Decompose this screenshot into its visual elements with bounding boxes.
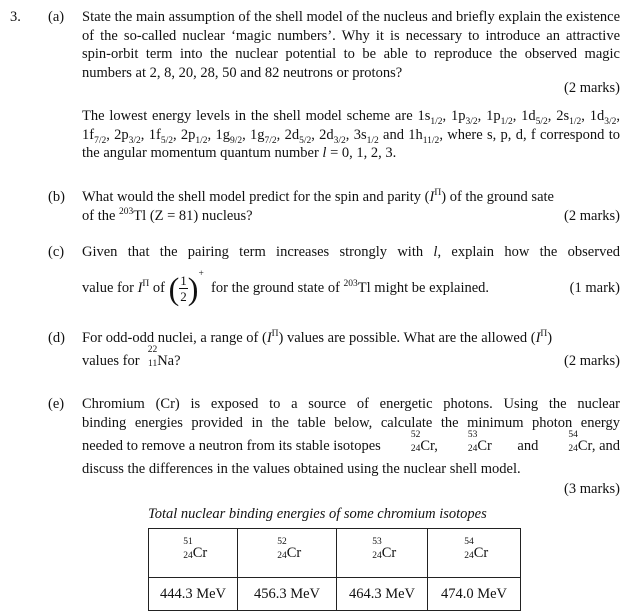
right-paren: ) (187, 270, 199, 307)
part-b-line-2 (82, 207, 253, 226)
left-paren: ( (168, 270, 180, 307)
part-a-label: (a) (48, 9, 65, 25)
ground-state-text: for the ground state of (211, 280, 340, 296)
part-a-paragraph-2 (82, 107, 620, 163)
part-e-label: (e) (48, 396, 65, 412)
na-nuclide (143, 345, 158, 369)
of-text: of (152, 280, 165, 296)
part-e-line-2: binding energies provided in the table below, calculate the minimum photon energy (82, 415, 620, 431)
energy-level: $1p_{1/2}$ (486, 108, 513, 127)
question-number: 3. (10, 9, 21, 25)
part-e-text: needed to remove a neutron from its stable isotopes (82, 438, 381, 454)
energy-level: $1d_{5/2}$ (521, 108, 548, 127)
part-b-marks: (2 marks) (564, 208, 620, 224)
h54-symbol: Cr (473, 544, 489, 561)
part-d-text-mid: ) values are possible. What are the allowed ( (278, 330, 536, 346)
part-c-marks: (1 mark) (569, 280, 620, 296)
fraction-half (179, 273, 188, 304)
energy-level: $1g_{7/2}$ (250, 126, 277, 146)
energy-level: $1g_{9/2}$ (215, 126, 243, 146)
part-e-line-1: Chromium (Cr) is exposed to a source of energetic photons. Using the nuclear (82, 396, 620, 412)
energy-level: $1f_{7/2}$ (82, 126, 107, 146)
might-be-explained: might be explained. (374, 280, 490, 296)
part-d-close-paren: ) (547, 330, 553, 346)
energy-level: $2d_{5/2}$ (284, 126, 312, 146)
part-b-text-end: ) of the ground sate (441, 189, 554, 205)
na-mass-number: 22 (147, 345, 158, 355)
energy-level: $2p_{3/2}$ (114, 126, 141, 146)
h51-z: 24 (183, 550, 193, 561)
parity-symbol-c: Π (142, 279, 150, 290)
levels-quantum-text: p, d, f correspond to the angular momentum quantum number (82, 126, 620, 161)
parity-symbol: Π (434, 188, 442, 199)
isotope-52: 52 24 Cr, (410, 430, 438, 454)
part-c-text: Given that the pairing term increases strongly with (82, 244, 424, 260)
energy-level-last: $1h_{11/2}$ (408, 126, 440, 146)
part-e-marks: (3 marks) (564, 481, 620, 497)
h54-mass: 54 (464, 536, 474, 547)
part-c-text-end: , explain how the observed (437, 244, 620, 260)
l-symbol: l (322, 145, 327, 161)
levels-and: and (383, 126, 404, 143)
spin-symbol-d2: I (535, 330, 541, 346)
iso52-symbol: Cr (420, 438, 435, 454)
h52-mass: 52 (277, 536, 287, 547)
energy-level-list: $1s_{1/2}$, $1p_{3/2}$, $1p_{1/2}$, $1d_{5/2}$, $2s_{1/2}$, $1d_{3/2}$, $1f_{7/2}$, $2p_{3/2}$, $1f_{5/2}$, $2p_{1/2}$, $1g_{9/2}$, $1g_{7/2}$, $2d_{5/2}$, $2d_{3/2}$, $3s_{1/2}$ (82, 108, 621, 146)
values-for-text: values for (82, 353, 140, 369)
energy-level: $2s_{1/2}$ (556, 108, 582, 127)
value-cr53: 464.3 MeV (337, 578, 428, 611)
iso54-mass: 54 (568, 430, 578, 440)
part-b-line-1 (82, 188, 554, 207)
parity-plus: + (198, 269, 204, 280)
tl-symbol: Tl (133, 208, 147, 224)
tl-symbol-c: Tl (357, 280, 371, 296)
h53-mass: 53 (372, 536, 382, 547)
energy-level: $1s_{1/2}$ (417, 108, 443, 127)
part-b-of-the: of the (82, 208, 116, 224)
part-d-text: For odd-odd nuclei, a range of ( (82, 330, 267, 346)
levels-where: , where s, (439, 126, 497, 143)
table-header-row (149, 529, 521, 578)
iso53-mass: 53 (467, 430, 478, 440)
na-atomic-number: 11 (148, 359, 158, 369)
and-text: and (517, 438, 539, 454)
spin-symbol-d1: I (266, 330, 272, 346)
l-values: = 0, 1, 2, 3. (326, 145, 397, 161)
na-symbol: Na (157, 353, 175, 369)
and-end-text: , and (591, 438, 620, 454)
iso52-mass: 52 (410, 430, 421, 440)
header-cr51 (149, 529, 238, 578)
h51-mass: 51 (183, 536, 193, 547)
iso52-z: 24 (410, 444, 421, 454)
h51-symbol: Cr (192, 544, 208, 561)
isotope-53 (463, 430, 492, 456)
parity-symbol-d1: Π (271, 329, 279, 340)
value-cr51: 444.3 MeV (149, 578, 238, 611)
binding-energy-table (148, 528, 521, 611)
tl-mass-number: 203 (119, 207, 134, 218)
l-symbol-c: l (433, 244, 438, 260)
spin-symbol-c: I (137, 280, 143, 296)
energy-level: $2d_{3/2}$ (319, 126, 346, 146)
levels-intro: The lowest energy levels in the shell model scheme are (82, 108, 413, 124)
part-b-label: (b) (48, 189, 65, 205)
part-d-line-2 (82, 345, 181, 371)
value-cr54: 474.0 MeV (428, 578, 521, 611)
iso53-symbol: Cr (477, 438, 492, 454)
iso54-symbol: Cr (577, 438, 592, 454)
part-e-line-4: discuss the differences in the values obtained using the nuclear shell model. (82, 461, 521, 477)
h52-z: 24 (277, 550, 287, 561)
header-cr53 (337, 529, 428, 578)
tl-mass-number-c: 203 (343, 279, 358, 290)
table-caption: Total nuclear binding energies of some chromium isotopes (148, 506, 487, 522)
part-a-marks: (2 marks) (564, 80, 620, 96)
part-d-label: (d) (48, 330, 65, 346)
part-c-line-1 (82, 243, 620, 262)
isotope-54 (564, 430, 620, 456)
part-c-line-2 (82, 268, 489, 308)
question-mark: ? (174, 353, 181, 369)
value-for-text: value for (82, 280, 134, 296)
h52-symbol: Cr (286, 544, 302, 561)
iso53-z: 24 (467, 444, 478, 454)
tl-z-expression: (Z = 81) nucleus? (146, 208, 253, 224)
value-cr52: 456.3 MeV (238, 578, 337, 611)
h53-symbol: Cr (381, 544, 397, 561)
h54-z: 24 (464, 550, 474, 561)
fraction-denominator: 2 (180, 289, 187, 305)
energy-level: $2p_{1/2}$ (180, 126, 208, 146)
energy-level: $1d_{3/2}$ (589, 108, 617, 127)
part-e-line-3 (82, 430, 620, 456)
parity-symbol-d2: Π (540, 329, 548, 340)
table-value-row (149, 578, 521, 611)
energy-level: $1f_{5/2}$ (148, 126, 173, 146)
part-b-text: What would the shell model predict for the spin and parity ( (82, 189, 430, 205)
header-cr54 (428, 529, 521, 578)
spin-symbol: I (429, 189, 435, 205)
part-c-label: (c) (48, 244, 65, 260)
part-a-paragraph-1: State the main assumption of the shell model of the nucleus and briefly explain the existence of the so-called nuclear ‘magic numbers’. Why it is necessary to introduce an attractive spin-orbit term into the nuclear potential to be able to reproduce the observed magic numbers at 2, 8, 20, 28, 50 and 82 neutrons or protons? (82, 9, 620, 81)
part-d-marks: (2 marks) (564, 353, 620, 369)
iso54-z: 24 (568, 444, 578, 454)
header-cr52 (238, 529, 337, 578)
h53-z: 24 (372, 550, 382, 561)
fraction-numerator: 1 (180, 273, 187, 289)
energy-level: $3s_{1/2}$ (353, 126, 379, 146)
energy-level: $1p_{3/2}$ (450, 108, 478, 127)
